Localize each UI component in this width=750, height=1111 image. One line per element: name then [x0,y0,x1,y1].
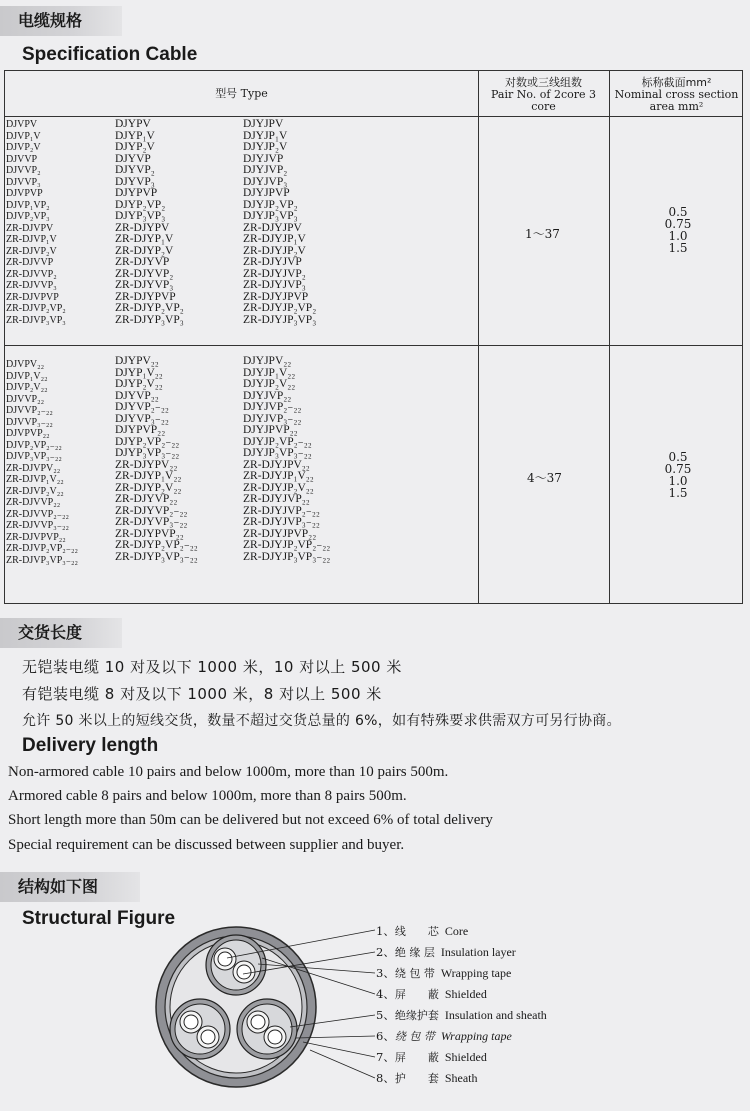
list-line: ZR-DJVVP₃₋₂₂ [6,520,69,531]
list-line: ZR-DJVP₂V₂₂ [6,485,64,497]
header-area-en-1: Nominal cross section [614,88,739,101]
list-line: 0.75 [664,462,692,476]
list-line: DJYP₁V₂₂ [115,366,163,379]
list-line: ZR-DJVP₂VP₂ [6,303,66,314]
list-line: DJYP₂VP₂ [115,198,166,211]
list-line: 1.0 [668,229,688,243]
list-line: ZR-DJYP₃VP₃ [115,313,184,326]
list-line: DJVPV [6,119,38,130]
legend-num: 5、 [376,1008,395,1022]
list-line: ZR-DJVPVP₂₂ [6,531,66,543]
legend-num: 3、 [376,966,395,980]
list-line: ZR-DJYJPV₂₂ [243,458,310,471]
list-line: 1.5 [668,486,688,500]
legend-item-3 [376,965,511,981]
list-line: DJYPVP₂₂ [115,424,166,436]
group2-type-col3 [243,356,330,563]
list-line: DJYJVP₂₂ [243,389,292,402]
list-line: DJYVP [115,152,151,165]
legend-num: 1、 [376,924,395,938]
list-line: ZR-DJYVP₃ [115,279,174,291]
list-line: ZR-DJVPV₂₂ [6,462,61,474]
list-line: ZR-DJYP₂VP₂ [115,302,184,314]
list-line: ZR-DJVP₃VP₃₋₂₂ [6,554,79,566]
spec-table [4,70,743,604]
list-line: ZR-DJYJP₃VP₃₋₂₂ [243,550,331,563]
group1-type-col2 [115,119,184,326]
list-line: 0.75 [664,217,692,231]
list-line: ZR-DJYP₂VP₂₋₂₂ [115,539,198,551]
list-line: DJYJP₃VP₃₋₂₂ [243,447,312,459]
list-line: ZR-DJYJPV [243,221,302,234]
list-line: ZR-DJYJP₁V [243,233,306,245]
legend-num: 7、 [376,1050,395,1064]
legend-en: Sheath [444,1071,478,1085]
list-line: ZR-DJVP₂VP₂₋₂₂ [6,543,79,554]
list-line: DJYP₃VP₃ [115,210,166,222]
group2-type-col2 [115,356,198,563]
list-line: ZR-DJYP₃VP₃₋₂₂ [115,550,198,563]
list-line: DJYVP₃ [115,175,155,188]
list-line: ZR-DJVVP₂ [6,268,57,280]
list-line: DJYJP₂V [243,141,288,153]
list-line: DJYJVP₂₋₂₂ [243,401,302,413]
list-line: ZR-DJYJVP₃ [243,279,306,291]
legend-cn: 屏 蔽 [394,988,439,1001]
group1-type-col3 [243,119,316,326]
pair-unit-top [206,935,266,995]
header-area-cn: 标称截面mm² [641,76,712,89]
delivery-title-cn: 交货长度 [0,618,122,648]
legend-en: Insulation and sheath [444,1008,547,1022]
pair-unit-right [237,999,297,1059]
delivery-en-line-1: Non-armored cable 10 pairs and below 1000m, more than 10 pairs 500m. [8,764,449,780]
list-line: DJVVP₃ [6,176,41,188]
list-line: ZR-DJYVP [115,256,170,268]
legend-item-5 [376,1007,547,1023]
group2-pairs: 4～37 [527,471,562,485]
delivery-en-line-4: Special requirement can be discussed between supplier and buyer. [8,837,405,853]
legend-num: 6、 [376,1029,395,1043]
list-line: DJVVP₃₋₂₂ [6,416,53,428]
list-line: DJVP₂V₂₂ [6,382,48,393]
delivery-cn-line-3: 允许 50 米以上的短线交货，数量不超过交货总量的 6%，如有特殊要求供需双方可另行协商。 [22,713,621,729]
list-line: DJYJP₂VP₂ [243,198,298,211]
list-line: DJVP₃VP₃₋₂₂ [6,451,62,462]
list-line: DJVVP₂₂ [6,393,45,405]
header-type: 型号 Type [215,87,268,100]
header-pairs [478,77,609,113]
list-line: DJYJVP [243,152,284,165]
legend-cn: 绝 缘 层 [394,946,435,959]
list-line: ZR-DJVPVP [6,291,59,303]
list-line: DJYJVP₃ [243,175,288,188]
list-line: DJYVP₂₂ [115,389,159,402]
col-divider [478,71,479,603]
list-line: ZR-DJYJP₁V₂₂ [243,470,314,482]
list-line: ZR-DJYJVP₂₋₂₂ [243,504,320,517]
legend-en: Wrapping tape [440,1029,512,1043]
header-area [609,77,744,113]
list-line: DJYP₃VP₃₋₂₂ [115,447,180,459]
legend-num: 2、 [376,945,395,959]
list-line: ZR-DJVPV [6,222,54,234]
list-line: ZR-DJYJP₂VP₂ [243,302,317,314]
structure-title-cn: 结构如下图 [0,872,140,902]
spec-title-cn: 电缆规格 [0,6,122,36]
list-line: DJVP₁V₂₂ [6,370,48,382]
list-line: ZR-DJVP₁V [6,234,57,245]
legend-en: Core [444,924,469,938]
list-line: DJVVP₂₋₂₂ [6,405,53,416]
legend-item-4 [376,986,487,1002]
list-line: ZR-DJVVP₂₋₂₂ [6,508,69,520]
list-line: DJYJP₁V₂₂ [243,366,296,379]
list-line: DJVVP₂ [6,165,41,176]
legend-item-6 [376,1028,512,1044]
legend-en: Wrapping tape [440,966,512,980]
list-line: DJYJPVP [243,187,290,199]
delivery-en-line-3: Short length more than 50m can be delivered but not exceed 6% of total delivery [8,812,493,828]
list-line: DJVPVP [6,188,43,199]
legend-item-2 [376,944,516,960]
list-line: DJYP₂V [115,141,155,153]
list-line: ZR-DJVP₃VP₃ [6,314,66,326]
spec-title-en: Specification Cable [22,44,198,65]
list-line: ZR-DJYVP₂₂ [115,493,178,505]
pair-unit-left [170,999,230,1059]
legend-cn: 护 套 [394,1072,439,1085]
col-divider [609,71,610,603]
list-line: DJYJVP₂ [243,164,288,176]
list-line: ZR-DJVVP₃ [6,280,57,291]
list-line: DJYPV [115,118,151,130]
list-line: ZR-DJYVP₂₋₂₂ [115,504,188,517]
legend-item-1 [376,923,468,939]
delivery-en-line-2: Armored cable 8 pairs and below 1000m, more than 8 pairs 500m. [8,788,407,804]
list-line: DJYJPV [243,118,284,130]
header-area-en-2: area mm² [649,100,704,113]
list-line: ZR-DJYP₁V₂₂ [115,470,182,482]
list-line: ZR-DJYJP₂VP₂₋₂₂ [243,539,331,551]
list-line: ZR-DJYJP₃VP₃ [243,313,317,326]
list-line: ZR-DJYJVP₂ [243,267,306,280]
list-line: ZR-DJVP₂V [6,245,57,257]
list-line: 0.5 [668,450,688,464]
legend-item-8 [376,1070,478,1086]
list-line: DJYJP₂V₂₂ [243,378,296,390]
list-line: DJYJPV₂₂ [243,355,292,367]
group2-areas [655,451,701,499]
list-line: DJYJP₁V [243,129,288,142]
header-pairs-en-2: core [531,100,556,113]
list-line: ZR-DJYVP₂ [115,267,174,280]
list-line: DJVPVP₂₂ [6,428,50,439]
header-pairs-en-1: Pair No. of 2core 3 [490,88,597,101]
list-line: DJVP₁VP₂ [6,199,50,211]
list-line: ZR-DJYPVP [115,290,176,303]
list-line: DJYVP₂₋₂₂ [115,401,169,413]
legend-cn: 屏 蔽 [394,1051,439,1064]
list-line: ZR-DJYJPVP₂₂ [243,527,317,540]
list-line: DJVVP [6,153,38,165]
list-line: 1.5 [668,241,688,255]
group1-areas [655,206,701,254]
delivery-cn-line-2: 有铠装电缆 8 对及以下 1000 米，8 对以上 500 米 [22,685,382,703]
group1-pairs: 1～37 [525,227,560,241]
list-line: DJYVP₃₋₂₂ [115,412,169,425]
legend-cn: 绝缘护套 [394,1009,439,1022]
list-line: ZR-DJVVP [6,257,54,268]
list-line: DJYPVP [115,187,158,199]
list-line: DJVP₂VP₂₋₂₂ [6,439,62,451]
list-line: DJVP₂VP₃ [6,211,50,222]
list-line: ZR-DJYJVP₃₋₂₂ [243,516,320,528]
list-line: DJYP₂VP₂₋₂₂ [115,435,180,448]
group1-type-col1 [6,119,66,326]
list-line: DJVP₁V [6,130,41,142]
legend-en: Shielded [444,1050,487,1064]
list-line: ZR-DJYPV [115,221,170,234]
delivery-title-en: Delivery length [22,735,159,756]
list-line: DJYJP₂VP₂₋₂₂ [243,435,312,448]
list-line: ZR-DJYJVP₂₂ [243,493,310,505]
list-line: 0.5 [668,205,688,219]
list-line: DJYPV₂₂ [115,355,159,367]
list-line: ZR-DJYP₁V [115,233,174,245]
legend-cn: 绕 包 带 [394,1030,435,1043]
list-line: ZR-DJYJP₂V₂₂ [243,481,314,494]
list-line: ZR-DJVP₁V₂₂ [6,474,64,485]
list-line: DJYP₂V₂₂ [115,378,163,390]
list-line: ZR-DJYPV₂₂ [115,458,178,471]
structure-title-en: Structural Figure [22,908,176,929]
list-line: DJVPV₂₂ [6,359,45,370]
legend-num: 8、 [376,1071,395,1085]
list-line: DJYJP₃VP₃ [243,210,298,222]
legend-en: Shielded [444,987,487,1001]
list-line: ZR-DJYJP₂V [243,244,306,257]
list-line: ZR-DJYPVP₂₂ [115,527,184,540]
legend-item-7 [376,1049,487,1065]
header-pairs-cn: 对数或三线组数 [505,76,582,89]
list-line: ZR-DJYVP₃₋₂₂ [115,516,188,528]
legend-en: Insulation layer [440,945,516,959]
group2-type-col1 [6,359,78,566]
list-line: ZR-DJYJPVP [243,290,309,303]
list-line: DJYJVP₃₋₂₂ [243,412,302,425]
list-line: ZR-DJYP₂V₂₂ [115,481,182,494]
legend-cn: 线 芯 [394,925,439,938]
list-line: ZR-DJYJVP [243,256,302,268]
list-line: 1.0 [668,474,688,488]
list-line: ZR-DJYP₂V [115,244,174,257]
list-line: DJYJPVP₂₂ [243,424,298,436]
legend-cn: 绕 包 带 [394,967,435,980]
list-line: DJYVP₂ [115,164,155,176]
list-line: DJVP₂V [6,142,41,153]
row-divider [5,345,742,346]
delivery-cn-line-1: 无铠装电缆 10 对及以下 1000 米，10 对以上 500 米 [22,658,402,676]
list-line: DJYP₁V [115,129,155,142]
list-line: ZR-DJVVP₂₂ [6,497,61,508]
legend-num: 4、 [376,987,395,1001]
